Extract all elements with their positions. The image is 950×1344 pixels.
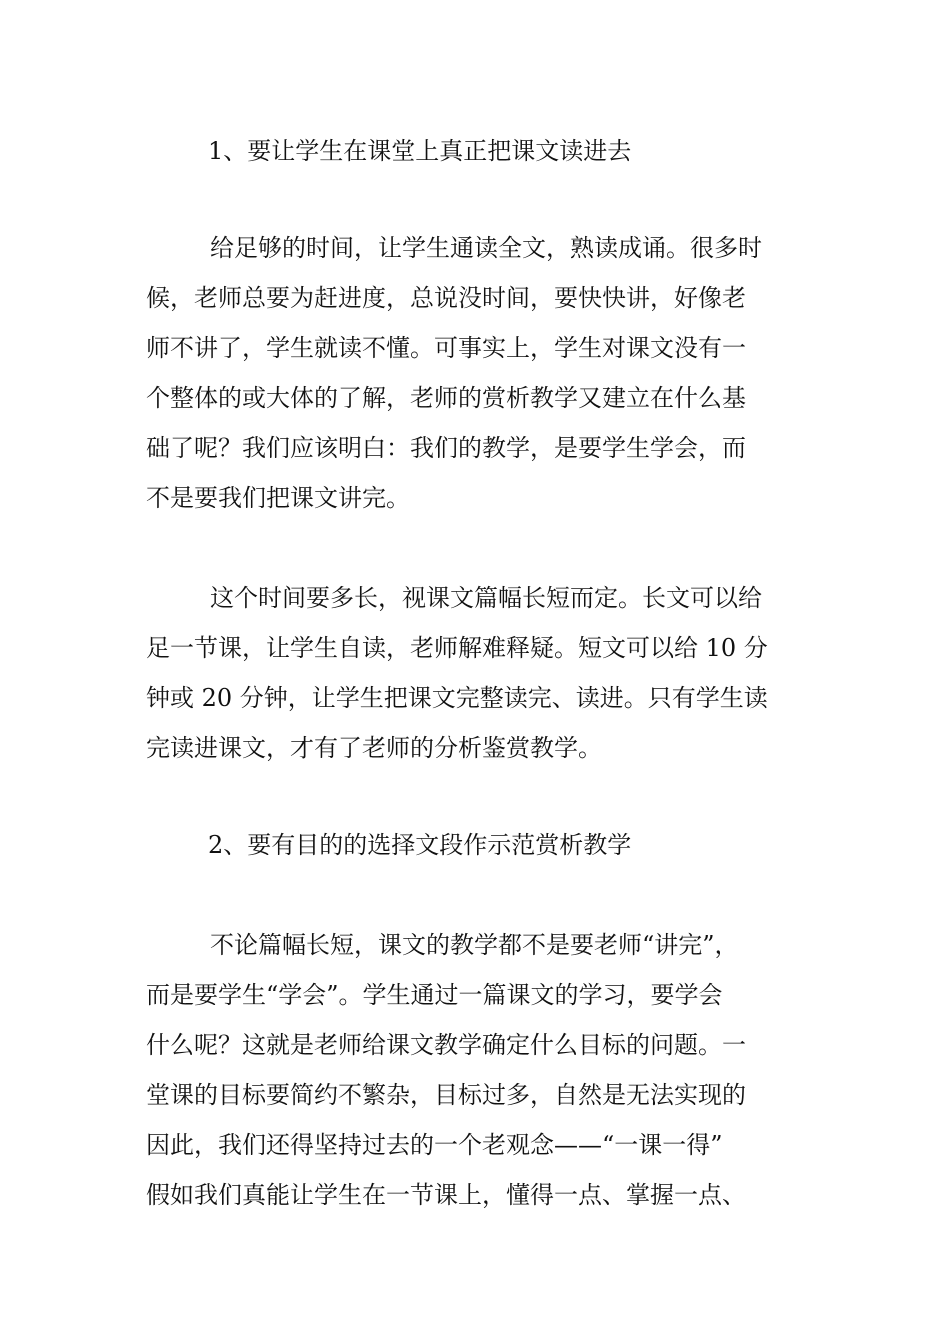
paragraph-line: 这个时间要多长，视课文篇幅长短而定。长文可以给: [210, 584, 762, 612]
paragraph-line: 而是要学生“学会”。学生通过一篇课文的学习，要学会: [146, 981, 723, 1009]
paragraph-line: 足一节课，让学生自读，老师解难释疑。短文可以给 10 分: [146, 634, 768, 662]
paragraph-line: 础了呢？我们应该明白：我们的教学，是要学生学会，而: [146, 434, 746, 462]
paragraph-line: 不论篇幅长短，课文的教学都不是要老师“讲完”，: [210, 931, 739, 959]
paragraph-3: [146, 920, 806, 1220]
paragraph-line: 师不讲了，学生就读不懂。可事实上，学生对课文没有一: [146, 334, 746, 362]
paragraph-1: [146, 223, 806, 523]
paragraph-line: 给足够的时间，让学生通读全文，熟读成诵。很多时: [210, 234, 762, 262]
paragraph-line: 候，老师总要为赶进度，总说没时间，要快快讲，好像老: [146, 284, 746, 312]
paragraph-line: 个整体的或大体的了解，老师的赏析教学又建立在什么基: [146, 384, 746, 412]
paragraph-line: 堂课的目标要简约不繁杂，目标过多，自然是无法实现的: [146, 1081, 746, 1109]
paragraph-line: 假如我们真能让学生在一节课上，懂得一点、掌握一点、: [146, 1181, 746, 1209]
paragraph-line: 因此，我们还得坚持过去的一个老观念——“一课一得”: [146, 1131, 723, 1159]
paragraph-line: 完读进课文，才有了老师的分析鉴赏教学。: [146, 734, 602, 762]
paragraph-line: 钟或 20 分钟，让学生把课文完整读完、读进。只有学生读: [146, 684, 768, 712]
paragraph-2: [146, 573, 806, 773]
paragraph-line: 什么呢？这就是老师给课文教学确定什么目标的问题。一: [146, 1031, 746, 1059]
section-heading-2: 2、要有目的的选择文段作示范赏析教学: [208, 831, 632, 859]
section-heading-1: 1、要让学生在课堂上真正把课文读进去: [208, 137, 632, 165]
paragraph-line: 不是要我们把课文讲完。: [146, 484, 410, 512]
